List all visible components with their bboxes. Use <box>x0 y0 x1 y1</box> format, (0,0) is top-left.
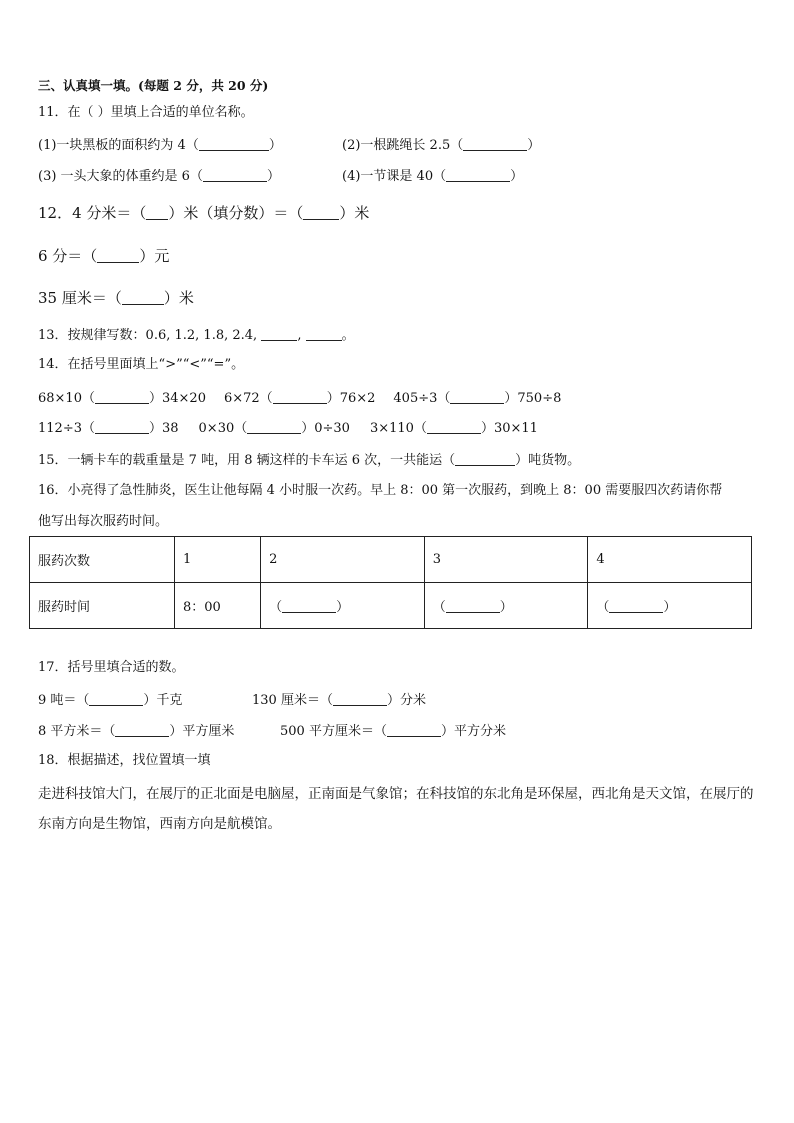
q14-row-2: 112÷3（ ）38 0×30（ ）0÷30 3×110（ ）30×11 <box>38 421 538 436</box>
q11-item-3: (3) 一头大象的体重约是 6（ ） <box>38 169 280 184</box>
answer-blank[interactable] <box>95 390 149 404</box>
answer-blank[interactable] <box>455 452 515 466</box>
q17-row-2a: 8 平方米＝（ ）平方厘米 <box>38 724 235 739</box>
q17-row-1a: 9 吨＝（ ）千克 <box>38 693 183 708</box>
answer-blank[interactable] <box>387 723 441 737</box>
table-cell: 4 <box>588 537 752 583</box>
answer-blank[interactable] <box>146 204 168 220</box>
q17-row-1b: 130 厘米＝（ ）分米 <box>252 693 426 708</box>
q14-stem: 14．在括号里面填上“>”“<”“=”。 <box>38 357 245 372</box>
q18-stem: 18．根据描述，找位置填一填 <box>38 753 211 768</box>
q12-line-1: 12．4 分米＝（ ）米（填分数）＝（ ）米 <box>38 204 370 222</box>
answer-blank[interactable] <box>333 692 387 706</box>
table-cell-answer[interactable]: （ ） <box>588 583 752 629</box>
q14-row-1: 68×10（ ）34×20 6×72（ ）76×2 405÷3（ ）750÷8 <box>38 391 562 406</box>
answer-blank[interactable] <box>199 137 269 151</box>
answer-blank[interactable] <box>450 390 504 404</box>
table-cell: 1 <box>175 537 261 583</box>
answer-blank[interactable] <box>89 692 143 706</box>
q12-line-3: 35 厘米＝（ ）米 <box>38 289 194 307</box>
answer-blank[interactable] <box>303 204 339 220</box>
answer-blank[interactable] <box>463 137 527 151</box>
answer-blank[interactable] <box>247 420 301 434</box>
q16-line-1: 16．小亮得了急性肺炎，医生让他每隔 4 小时服一次药。早上 8：00 第一次服药，到晚上 8：00 需要服四次药请你帮 <box>38 483 723 498</box>
q11-stem: 11．在（ ）里填上合适的单位名称。 <box>38 105 254 120</box>
table-cell-answer[interactable]: （ ） <box>424 583 588 629</box>
q13-line: 13．按规律写数：0.6, 1.2, 1.8, 2.4, , 。 <box>38 328 355 343</box>
q17-row-2b: 500 平方厘米＝（ ）平方分米 <box>280 724 506 739</box>
q11-item-2: (2)一根跳绳长 2.5（ ） <box>342 138 541 153</box>
answer-blank[interactable] <box>122 289 164 305</box>
q18-paragraph: 走进科技馆大门，在展厅的正北面是电脑屋，正南面是气象馆；在科技馆的东北角是环保屋，西北角是天文馆，在展厅的东南方向是生物馆，西南方向是航模馆。 <box>38 786 754 832</box>
section-title: 三、认真填一填。(每题 2 分，共 20 分) <box>38 78 269 93</box>
medication-table <box>29 536 752 629</box>
q11-item-4: (4)一节课是 40（ ） <box>342 169 524 184</box>
table-row <box>30 583 752 629</box>
q12-line-2: 6 分＝（ ）元 <box>38 247 170 265</box>
answer-blank[interactable] <box>261 327 297 341</box>
answer-blank[interactable] <box>282 599 336 613</box>
answer-blank[interactable] <box>609 599 663 613</box>
q11-item-1: (1)一块黑板的面积约为 4（ ） <box>38 138 282 153</box>
answer-blank[interactable] <box>115 723 169 737</box>
table-cell: 2 <box>261 537 425 583</box>
answer-blank[interactable] <box>97 247 139 263</box>
table-row <box>30 537 752 583</box>
table-header-cell: 服药时间 <box>30 583 175 629</box>
table-cell: 3 <box>424 537 588 583</box>
q16-line-2: 他写出每次服药时间。 <box>38 514 169 529</box>
table-cell-answer[interactable]: （ ） <box>261 583 425 629</box>
answer-blank[interactable] <box>203 168 267 182</box>
answer-blank[interactable] <box>95 420 149 434</box>
q17-stem: 17．括号里填合适的数。 <box>38 660 185 675</box>
answer-blank[interactable] <box>427 420 481 434</box>
answer-blank[interactable] <box>446 599 500 613</box>
table-cell: 8：00 <box>175 583 261 629</box>
table-header-cell: 服药次数 <box>30 537 175 583</box>
answer-blank[interactable] <box>306 327 342 341</box>
answer-blank[interactable] <box>273 390 327 404</box>
q15-line: 15．一辆卡车的载重量是 7 吨，用 8 辆这样的卡车运 6 次，一共能运（ ）吨货物。 <box>38 453 581 468</box>
answer-blank[interactable] <box>446 168 510 182</box>
